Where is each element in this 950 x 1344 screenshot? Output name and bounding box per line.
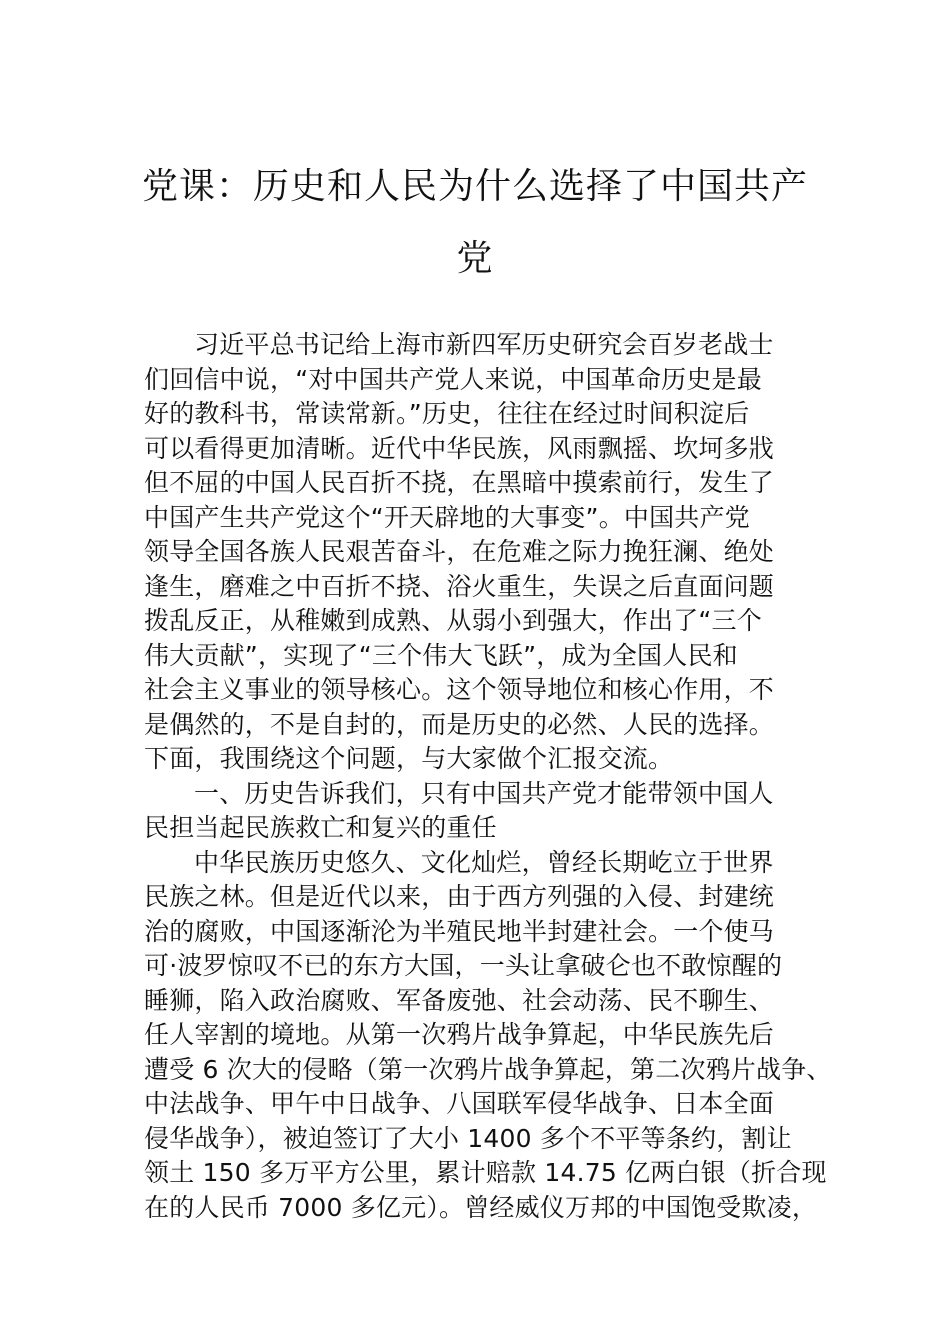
- body-line: 遭受 6 次大的侵略（第一次鸦片战争算起，第二次鸦片战争、: [144, 1054, 832, 1084]
- body-line: 习近平总书记给上海市新四军历史研究会百岁老战士: [194, 330, 774, 359]
- body-line: 可·波罗惊叹不已的东方大国，一头让拿破仑也不敢惊醒的: [144, 951, 783, 980]
- document-title-line-2: 党: [456, 238, 494, 279]
- body-line: 中国产生共产党这个“开天辟地的大事变”。中国共产党: [144, 502, 750, 532]
- body-line: 好的教科书，常读常新。”历史，往往在经过时间积淀后: [144, 399, 750, 428]
- body-line: 在的人民币 7000 多亿元）。曾经威仪万邦的中国饱受欺凌，: [144, 1192, 818, 1222]
- body-line: 可以看得更加清晰。近代中华民族，风雨飘摇、坎坷多戕: [144, 433, 775, 463]
- body-line: 逢生，磨难之中百折不挠、浴火重生，失误之后直面问题: [144, 571, 775, 601]
- section-heading-line: 民担当起民族救亡和复兴的重任: [144, 813, 497, 842]
- body-line: 民族之林。但是近代以来，由于西方列强的入侵、封建统: [144, 882, 775, 911]
- body-line: 中法战争、甲午中日战争、八国联军侵华战争、日本全面: [144, 1089, 775, 1118]
- body-line: 中华民族历史悠久、文化灿烂，曾经长期屹立于世界: [194, 847, 774, 877]
- body-line: 治的腐败，中国逐渐沦为半殖民地半封建社会。一个使马: [144, 916, 775, 946]
- body-line: 领导全国各族人民艰苦奋斗，在危难之际力挽狂澜、绝处: [144, 537, 775, 566]
- body-line: 睡狮，陷入政治腐败、军备废弛、社会动荡、民不聊生、: [144, 985, 775, 1015]
- document-body: [144, 328, 832, 1225]
- body-line: 但不屈的中国人民百折不挠，在黑暗中摸索前行，发生了: [144, 468, 775, 497]
- document-title-line-1: 党课：历史和人民为什么选择了中国共产: [141, 166, 808, 207]
- body-line: 任人宰割的境地。从第一次鸦片战争算起，中华民族先后: [144, 1020, 775, 1049]
- body-line: 侵华战争），被迫签订了大小 1400 多个不平等条约，割让: [144, 1123, 792, 1153]
- body-line: 拨乱反正，从稚嫩到成熟、从弱小到强大，作出了“三个: [144, 606, 762, 635]
- section-heading-line: 一、历史告诉我们，只有中国共产党才能带领中国人: [194, 778, 774, 808]
- body-line: 是偶然的，不是自封的，而是历史的必然、人民的选择。: [144, 709, 775, 739]
- body-line: 社会主义事业的领导核心。这个领导地位和核心作用，不: [144, 675, 775, 704]
- body-line: 下面，我围绕这个问题，与大家做个汇报交流。: [144, 744, 674, 773]
- body-line: 领土 150 多万平方公里，累计赔款 14.75 亿两白银（折合现: [144, 1158, 827, 1187]
- body-line: 伟大贡献”，实现了“三个伟大飞跃”，成为全国人民和: [144, 640, 738, 670]
- body-line: 们回信中说，“对中国共产党人来说，中国革命历史是最: [144, 364, 762, 394]
